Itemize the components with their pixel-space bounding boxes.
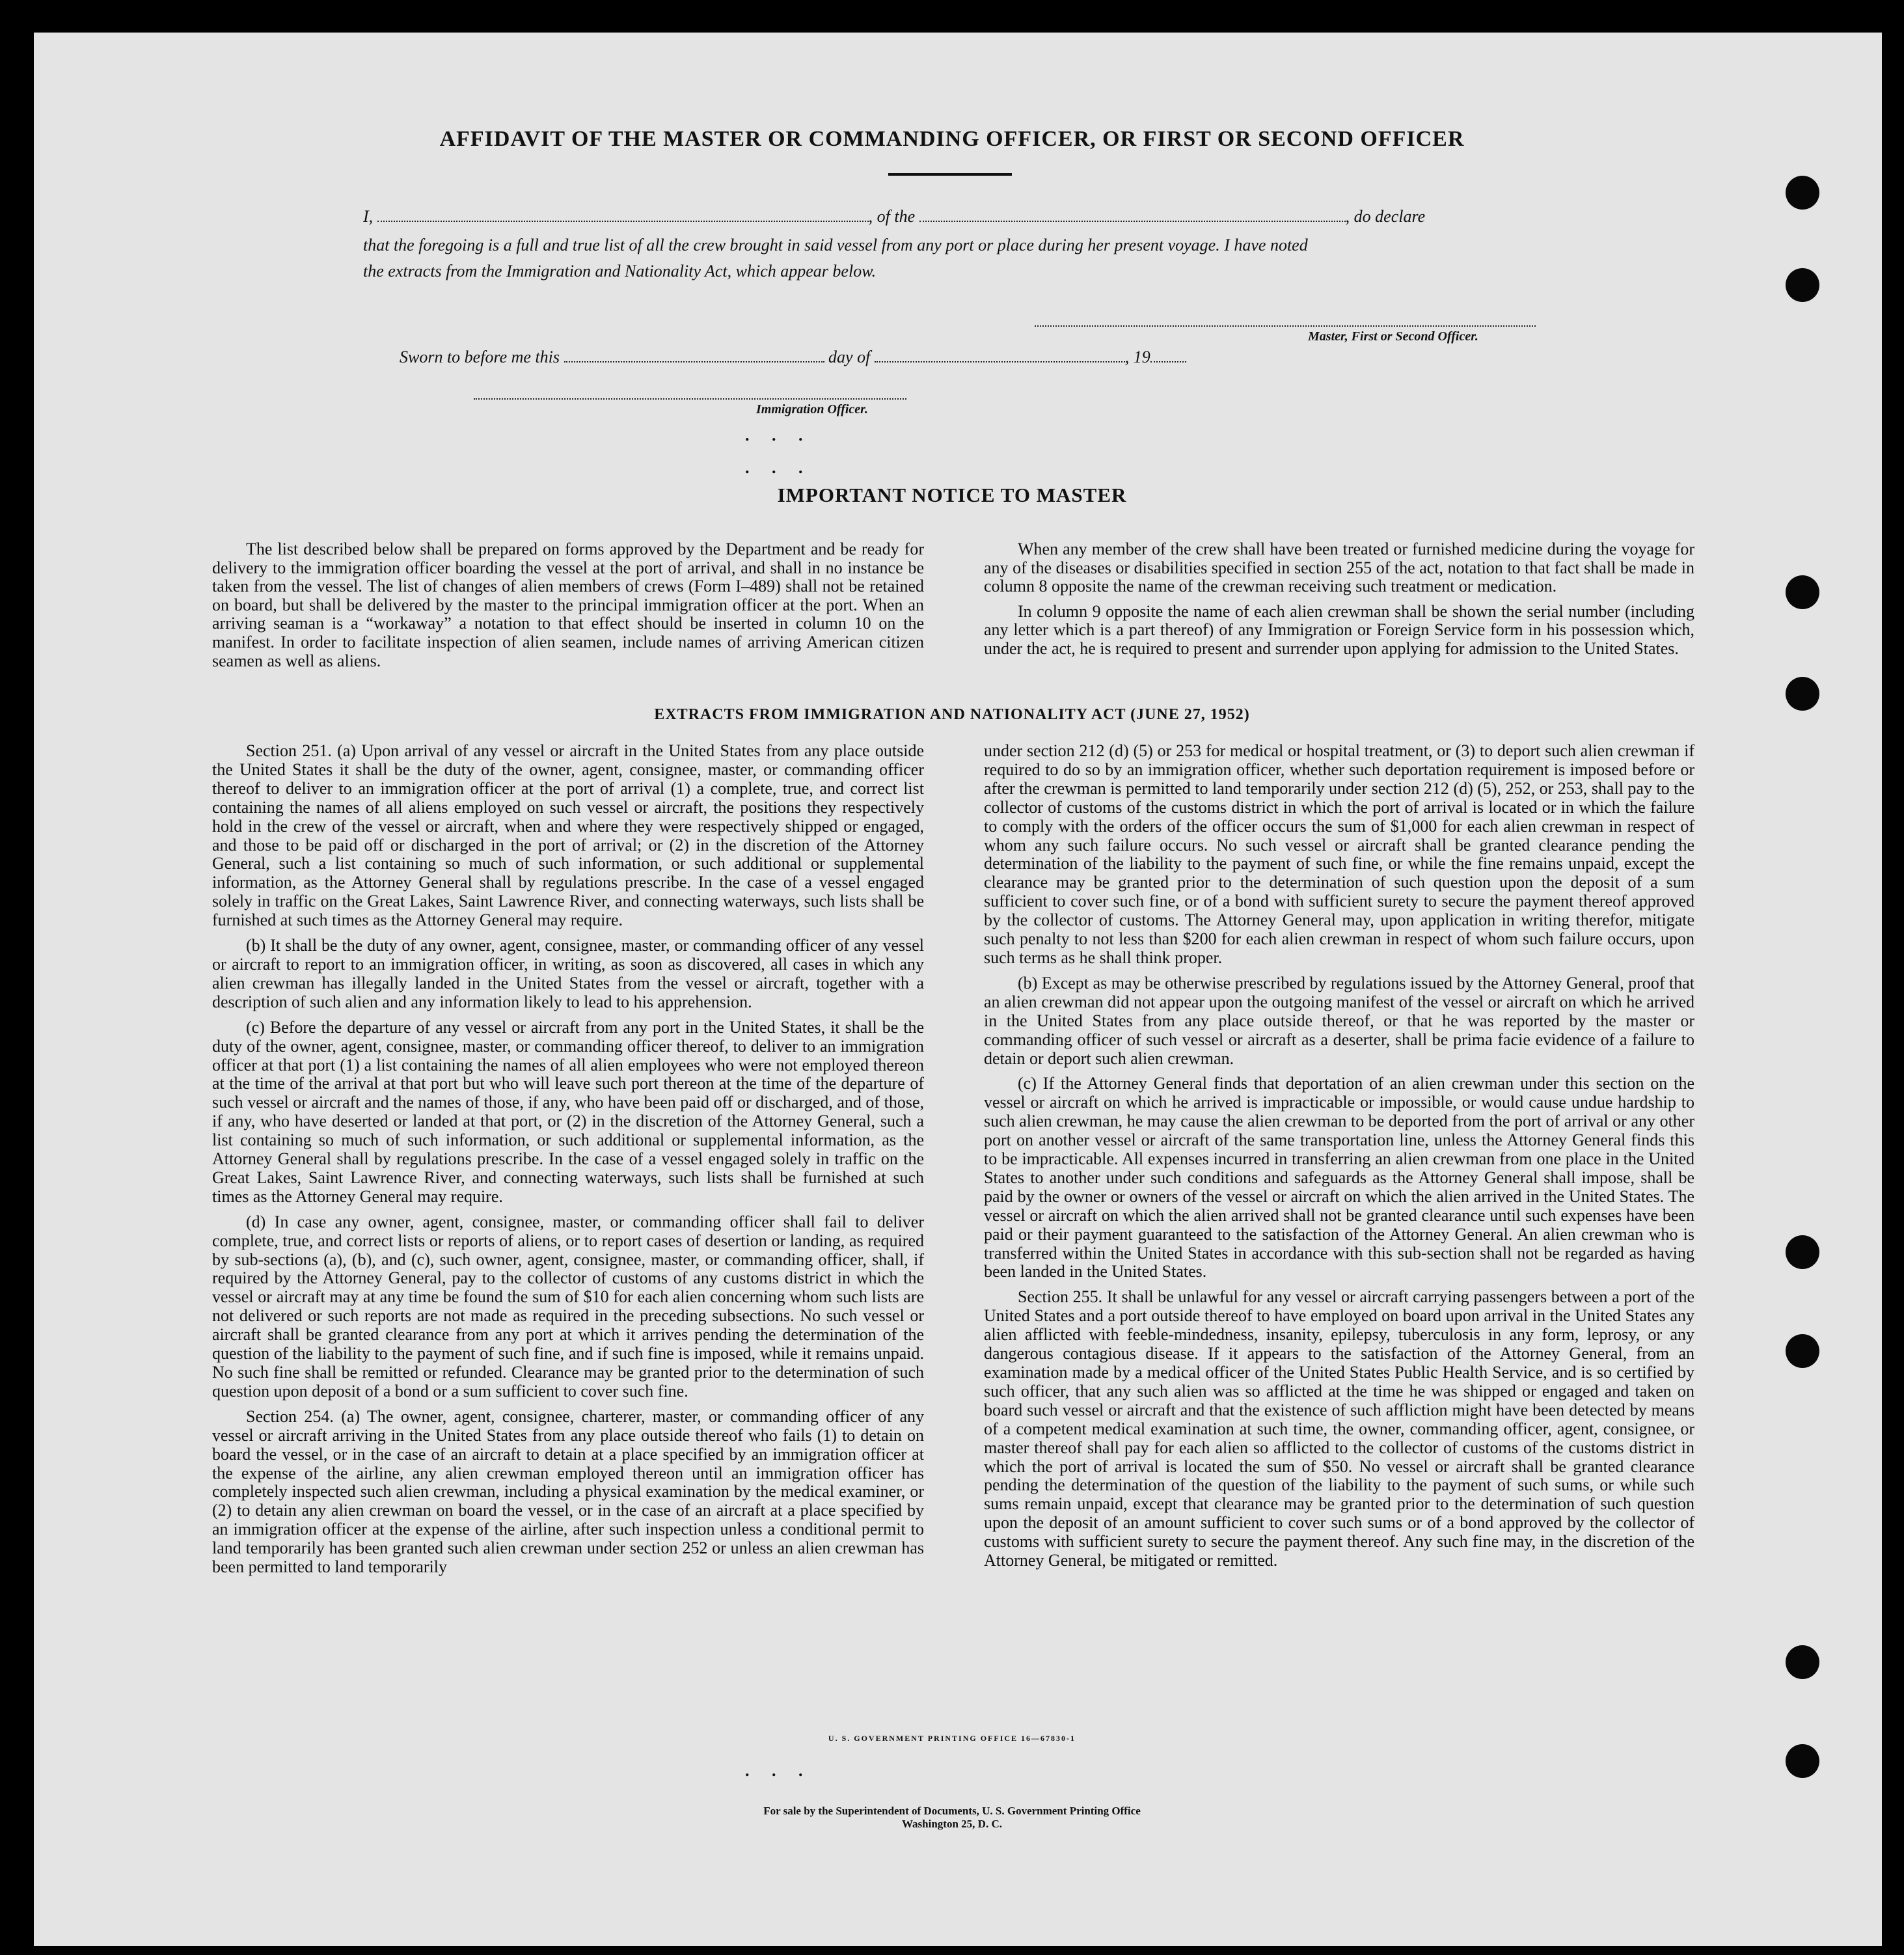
extract-left-section-251a: Section 251. (a) Upon arrival of any vessel or aircraft in the United States from any place outside the United States it shall be the duty of the owner, agent, consignee, master, or commanding officer thereof to deliver to an immigration officer at the port of arrival (1) a complete, true, and correct list containing the names of all aliens employed on such vessel or aircraft, the positions they respectively hold in the crew of the vessel or aircraft, when and where they were respectively shipped or engaged, and those to be paid off or discharged in the port of arrival; or (2) in the discretion of the Attorney General, such a list containing so much of such information, or such additional or supplemental information, as the Attorney General shall by regulations prescribe. In the case of a vessel engaged solely in traffic on the Great Lakes, Saint Lawrence River, and connecting waterways, such lists shall be furnished at such times as the Attorney General may require. — [212, 741, 924, 930]
extract-right-section-255: Section 255. It shall be unlawful for any vessel or aircraft carrying passengers between a port of the United States and a port outside thereof to have employed on board upon arrival in the United States any alien afflicted with feeble-mindedness, insanity, epilepsy, tuberculosis in any form, leprosy, or any dangerous contagious disease. If it appears to the satisfaction of the Attorney General, from an examination made by a medical officer of the United States Public Health Service, and is so certified by such officer, that any such alien was so afflicted at the time he was shipped or engaged and taken on board such vessel or aircraft and that the existence of such affliction might have been detected by means of a competent medical examination at such time, the owner, commanding officer, agent, consignee, or master thereof shall pay for each alien so afflicted to the collector of customs of the customs district in which the port of arrival is located the sum of $50. No vessel or aircraft shall be granted clearance pending the determination of the question of the liability to the payment of such sums, or while such sums remain unpaid, except that clearance may be granted prior to the determination of such question upon the deposit of an amount sufficient to cover such sums or of a bond approved by the collector of customs with sufficient surety to secure the payment thereof. Any such fine may, in the discretion of the Attorney General, be mitigated or remitted. — [984, 1287, 1694, 1570]
extracts-right-column — [984, 742, 1694, 1577]
title-rule — [888, 173, 1012, 176]
sworn-month-field[interactable] — [875, 359, 1125, 362]
extract-right-section-254c: (c) If the Attorney General finds that deportation of an alien crewman under this section on the vessel or aircraft on which he arrived is impracticable or impossible, or would cause undue hardship to such alien crewman, he may cause the alien crewman to be deported from the port of arrival or any other port on another vessel or aircraft of the same transportation line, unless the Attorney General finds this to be impracticable. All expenses incurred in transferring an alien crewman from one place in the United States to another under such conditions and safeguards as the Attorney General shall impose, shall be paid by the owner or owners of the vessel or aircraft on which the alien arrived in the United States. The vessel or aircraft on which the alien arrived shall not be granted clearance until such expenses have been paid or their payment guaranteed to the satisfaction of the Attorney General. An alien crewman who is transferred within the United States in accordance with this sub-section shall not be regarded as having been landed in the United States. — [984, 1074, 1694, 1281]
day-of-label: day of — [828, 348, 871, 366]
sworn-label: Sworn to before me this — [400, 348, 560, 366]
gpo-imprint: U. S. GOVERNMENT PRINTING OFFICE 16—67830-1 — [828, 1734, 1076, 1743]
extract-left-section-254a: Section 254. (a) The owner, agent, consignee, charterer, master, or commanding officer of any vessel or aircraft arriving in the United States from any place outside thereof who fails (1) to detain on board the vessel, or in the case of an aircraft to detain at a place specified by an immigration officer at the expense of the airline, any alien crewman employed thereon until an immigration officer has completely inspected such alien crewman, including a physical examination by the medical examiner, or (2) to detain any alien crewman on board the vessel, or in the case of an aircraft at a place specified by an immigration officer at the expense of the airline, after such inspection unless a conditional permit to land temporarily has been granted such alien crewman under section 252 or unless an alien crewman has been permitted to land temporarily — [212, 1406, 924, 1577]
declaration-text-2: the extracts from the Immigration and Nationality Act, which appear below. — [363, 262, 877, 280]
ellipsis-1: . . . — [745, 426, 812, 444]
immigration-officer-signature-line[interactable] — [474, 398, 906, 400]
ellipsis-2: . . . — [745, 458, 812, 477]
sworn-line — [400, 348, 1186, 367]
affidavit-title: AFFIDAVIT OF THE MASTER OR COMMANDING OFFICER, OR FIRST OR SECOND OFFICER — [439, 127, 1465, 151]
notice-right-column — [984, 540, 1694, 665]
notice-title: IMPORTANT NOTICE TO MASTER — [777, 484, 1127, 506]
punch-hole-1 — [1786, 176, 1819, 210]
sale-notice — [0, 1805, 1904, 1831]
declaration-text-1: that the foregoing is a full and true list of all the crew brought in said vessel from any port or place during her present voyage. I have noted — [363, 236, 1308, 254]
vessel-field[interactable] — [919, 218, 1346, 222]
declaration-fill-line — [363, 207, 1425, 226]
extract-left-section-251c: (c) Before the departure of any vessel or aircraft from any port in the United States, it shall be the duty of the owner, agent, consignee, master, or commanding officer thereof, to deliver to an immigration officer at that port (1) a list containing the names of all alien employees who were not employed thereon at the time of the arrival at that port but who will leave such port thereon at the time of the departure of such vessel or aircraft and the names of those, if any, who have been paid off or discharged, and of those, if any, who have deserted or landed at that port, or (2) in the discretion of the Attorney General, such a list containing so much of such information, or such additional or supplemental information, as the Attorney General shall by regulations prescribe. In the case of a vessel engaged solely in traffic on the Great Lakes, Saint Lawrence River, and connecting waterways, such lists shall be furnished at such times as the Attorney General may require. — [212, 1017, 924, 1206]
do-declare-label: , do declare — [1345, 207, 1426, 226]
sworn-year-field[interactable] — [1150, 359, 1186, 362]
extracts-left-column — [212, 742, 924, 1583]
extract-right-section-254a-cont: under section 212 (d) (5) or 253 for medical or hospital treatment, or (3) to deport such alien crewman if required to do so by an immigration officer, whether such deportation requirement is imposed before or after the crewman is permitted to land temporarily under section 212 (d) (5), 252, or 253, shall pay to the collector of customs of the customs district in which the port of arrival is located or in which the failure to comply with the orders of the officer occurs the sum of $1,000 for each alien crewman in respect of whom any such failure occurs. No such vessel or aircraft shall be granted clearance pending the determination of the liability to the payment of such fine, or while the fine remains unpaid, except the clearance may be granted prior to the determination of such question upon the deposit of a sum sufficient to cover such fine, or of a bond with sufficient surety to secure the payment thereof approved by the collector of customs. The Attorney General may, upon application in writing therefor, mitigate such penalty to not less than $200 for each alien crewman in respect of whom such failure occurs, upon such terms as he shall think proper. — [984, 741, 1694, 967]
master-caption: Master, First or Second Officer. — [1308, 329, 1478, 344]
immigration-officer-caption: Immigration Officer. — [756, 402, 868, 417]
extract-left-section-251b: (b) It shall be the duty of any owner, agent, consignee, master, or commanding officer of any vessel or aircraft to report to an immigration officer, in writing, as soon as discovered, all cases in which any alien crewman has illegally landed in the United States from the vessel or aircraft, together with a description of such alien and any information likely to lead to his apprehension. — [212, 936, 924, 1011]
of-the-label: , of the — [868, 207, 916, 226]
punch-hole-6 — [1786, 1334, 1819, 1368]
sworn-day-field[interactable] — [564, 359, 824, 362]
i-label: I, — [363, 207, 374, 226]
punch-hole-5 — [1786, 1235, 1819, 1269]
master-signature-line[interactable] — [1035, 325, 1536, 327]
sale-line-1: For sale by the Superintendent of Documents, U. S. Government Printing Office — [763, 1805, 1141, 1817]
extract-right-section-254b: (b) Except as may be otherwise prescribed by regulations issued by the Attorney General, proof that an alien crewman did not appear upon the outgoing manifest of the vessel or aircraft on which he arrived in the United States from any place outside thereof, or that he was reported by the master or commanding officer of such vessel or aircraft as a deserter, shall be prima facie evidence of a failure to detain or deport such alien crewman. — [984, 973, 1694, 1068]
year-label: , 19 — [1124, 348, 1150, 366]
notice-left-paragraph: The list described below shall be prepared on forms approved by the Department and be ready for delivery to the immigration officer boarding the vessel at the port of arrival, and shall in no instance be taken from the vessel. The list of changes of alien members of crews (Form I–489) shall not be retained on board, but shall be delivered by the master to the principal immigration officer at the port. When an arriving seaman is a “workaway” a notation to that effect should be inserted in column 10 on the manifest. In order to facilitate inspection of alien seamen, include names of arriving American citizen seamen as well as aliens. — [212, 540, 924, 670]
ellipsis-3: . . . — [745, 1761, 812, 1780]
notice-right-paragraph-2: In column 9 opposite the name of each alien crewman shall be shown the serial number (including any letter which is a part thereof) of any Immigration or Foreign Service form in his possession which, under the act, he is required to present and surrender upon applying for admission to the United States. — [984, 601, 1694, 658]
notice-right-paragraph-1: When any member of the crew shall have been treated or furnished medicine during the voyage for any of the diseases or disabilities specified in section 255 of the act, notation to that fact shall be made in column 8 opposite the name of the crewman receiving such treatment or medication. — [984, 540, 1694, 596]
punch-hole-8 — [1786, 1744, 1819, 1778]
name-field[interactable] — [377, 218, 869, 222]
sale-line-2: Washington 25, D. C. — [902, 1818, 1002, 1830]
extract-left-section-251d: (d) In case any owner, agent, consignee, master, or commanding officer shall fail to deliver complete, true, and correct lists or reports of aliens, or to report cases of desertion or landing, as required by sub-sections (a), (b), and (c), such owner, agent, consignee, master, or commanding officer, shall, if required by the Attorney General, pay to the collector of customs of any customs district in which the vessel or aircraft may at any time be found the sum of $10 for each alien concerning whom such lists are not delivered or such reports are not made as required in the preceding subsections. No such vessel or aircraft shall be granted clearance from any port at which it arrives pending the determination of the question of the liability to the payment of such fine, and if such fine is imposed, while it remains unpaid. No such fine shall be remitted or refunded. Clearance may be granted prior to the determination of such question upon deposit of a bond or a sum sufficient to cover such fine. — [212, 1212, 924, 1401]
extracts-title: EXTRACTS FROM IMMIGRATION AND NATIONALITY ACT (JUNE 27, 1952) — [654, 706, 1250, 723]
punch-hole-7 — [1786, 1645, 1819, 1679]
notice-left-column — [212, 540, 924, 677]
punch-hole-2 — [1786, 268, 1819, 302]
punch-hole-3 — [1786, 575, 1819, 609]
